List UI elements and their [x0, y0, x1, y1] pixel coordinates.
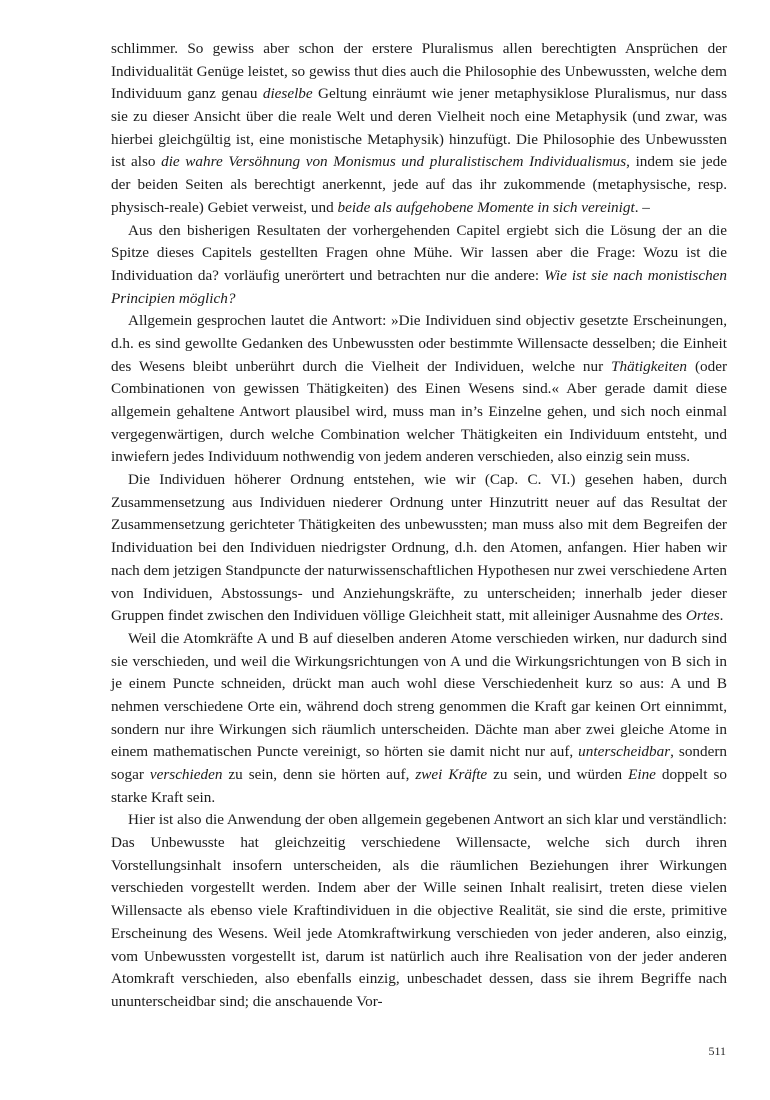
- paragraph: [111, 809, 727, 1013]
- text-run: Die Individuen höherer Ordnung entstehen, wie wir (Cap. C. VI.) gesehen haben, durch Zusammensetzung aus Individuen niederer Ordnung unter Hinzutritt neuer auf das Resultat der Zusammensetzung gerichteter Thätigkeiten des unbewussten; man muss also mit dem Begreifen der Individuation bei den Individuen niedrigster Ordnung, d.h. den Atomen, anfangen. Hier haben wir nach dem jetzigen Standpuncte der naturwissenschaftlichen Hypothesen nur zwei verschiedene Arten von Individuen, Abstossungs- und Anziehungskräfte, zu unterscheiden; innerhalb jeder dieser Gruppen findet zwischen den Individuen völlige Gleichheit statt, mit alleiniger Ausnahme des: [111, 471, 727, 625]
- paragraph: [111, 628, 727, 810]
- text-run: doppelt so starke Kraft sein.: [111, 766, 727, 806]
- text-run: Allgemein gesprochen lautet die Antwort: »Die Individuen sind objectiv gesetzte Erscheinungen, d.h. es sind gewollte Gedanken des Unbewussten oder bestimmte Willensacte desselben; die Einheit des Wesens bleibt unberührt durch die Vielheit der Individuen, welche nur: [111, 312, 727, 375]
- emphasized-text: Thätigkeiten: [611, 357, 688, 375]
- emphasized-text: zwei Kräfte: [415, 766, 488, 783]
- emphasized-text: unterscheidbar: [578, 743, 671, 761]
- paragraph: [111, 38, 727, 220]
- emphasized-text: Wie ist sie nach monistischen Principien möglich?: [111, 266, 727, 307]
- text-run: zu sein, denn sie hörten auf,: [222, 766, 416, 783]
- text-run: Aus den bisherigen Resultaten der vorhergehenden Capitel ergiebt sich die Lösung der an die Spitze dieses Capitels gestellten Fragen ohne Mühe. Wir lassen aber die Frage: Wozu ist die Individuation da? vorläufig unerörtert und betrachten nur die andere:: [111, 221, 727, 284]
- emphasized-text: verschieden: [149, 766, 223, 783]
- emphasized-text: Ortes: [685, 607, 720, 625]
- emphasized-text: die wahre Versöhnung von Monismus und pluralistischem Individualismus: [161, 153, 627, 171]
- emphasized-text: Eine: [628, 766, 656, 783]
- text-run: . –: [634, 198, 650, 216]
- text-run: Weil die Atomkräfte A und B auf dieselben anderen Atome verschieden wirken, nur dadurch sind sie verschieden, und weil die Wirkungsrichtungen von A und die Wirkungsrichtungen von B sich in je einem Puncte schneiden, drückt man auch wohl diese Verschiedenheit kurz so aus: A und B nehmen verschiedene Orte ein, während doch streng genommen die Kraft gar keinen Ort einnimmt, sondern nur ihre Wirkungen sich räumlich unterscheiden. Dächte man aber zwei gleiche Atome in einem mathematischen Puncte vereinigt, so hörten sie damit nicht nur auf,: [111, 629, 727, 761]
- text-run: Hier ist also die Anwendung der oben allgemein gegebenen Antwort an sich klar und verständlich: Das Unbewusste hat gleichzeitig verschiedene Willensacte, welche sich durch ihren Vorstellungsinhalt insofern unterscheiden, als die räumlichen Beziehungen ihrer Wirkungen verschieden vorgestellt werden. Indem aber der Wille seinen Inhalt realisirt, treten diese vielen Willensacte als ebenso viele Kraftindividuen in die objective Realität, sie sind die erste, primitive Erscheinung des Wesens. Weil jede Atomkraftwirkung verschieden von jeder anderen, also einzig, vom Unbewussten vorgestellt ist, darum ist natürlich auch ihre Realisation von der jeder anderen Atomkraft verschieden, also ebenfalls einzig, unbeschadet dessen, dass sie ihrem Begriffe nach ununterscheidbar sind; die anschauende Vor-: [111, 811, 727, 1010]
- page-body: [111, 38, 727, 1014]
- paragraph: [111, 469, 727, 628]
- paragraph: [111, 310, 727, 469]
- page-number: 511: [708, 1044, 726, 1058]
- text-run: , sondern sogar: [111, 743, 727, 783]
- text-run: zu sein, und würden: [487, 766, 629, 783]
- text-run: .: [719, 607, 724, 625]
- paragraph: [111, 220, 727, 311]
- text-run: Geltung einräumt wie jener metaphysiklose Pluralismus, nur dass sie zu dieser Ansicht über die reale Welt und deren Vielheit noch eine Metaphysik (und zwar, was hierbei gleichgültig ist, eine monistische Metaphysik) hinzufügt. Die Philosophie des Unbewussten ist also: [111, 85, 727, 171]
- text-run: schlimmer. So gewiss aber schon der erstere Pluralismus allen berechtigten Ansprüchen der Individualität Genüge leistet, so gewiss thut dies auch die Philosophie des Unbewussten, welche dem Individuum ganz genau: [111, 40, 727, 103]
- emphasized-text: dieselbe: [262, 85, 313, 103]
- emphasized-text: beide als aufgehobene Momente in sich vereinigt: [337, 198, 635, 216]
- text-run: , indem sie jede der beiden Seiten als berechtigt anerkennt, jede auf das ihr zukommende (metaphysische, resp. physisch-reale) Gebiet verweist, und: [111, 153, 727, 216]
- text-run: (oder Combinationen von gewissen Thätigkeiten) des Einen Wesens sind.« Aber gerade damit diese allgemein gehaltene Antwort plausibel wird, muss man in’s Einzelne gehen, und sich noch einmal vergegenwärtigen, durch welche Combination welcher Thätigkeiten ein Individuum entsteht, und inwiefern jedes Individuum nothwendig von jedem anderen verschieden, also einzig sein muss.: [111, 357, 727, 466]
